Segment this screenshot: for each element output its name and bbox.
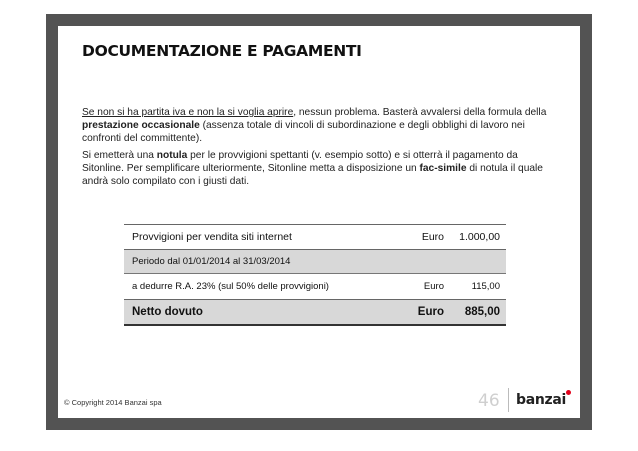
row-amount [418,306,500,318]
row-currency: Euro [417,306,444,318]
slide [58,26,580,418]
row-value: 1.000,00 [459,231,500,243]
row-amount [424,281,500,292]
paragraph-1-text-a: , nessun problema. Basterà avvalersi della formula della [293,107,547,118]
paragraph-1-text-b: (assenza totale di vincoli di subordinazione e degli obblighi di lavoro nei confronti del committente). [82,120,525,144]
row-label: Provvigioni per vendita siti internet [132,231,292,243]
row-value: 115,00 [471,281,500,292]
row-label: Netto dovuto [132,306,203,318]
page-number: 46 [478,391,500,411]
body-text [82,106,552,192]
row-currency: Euro [423,281,444,292]
paragraph-1 [82,106,552,145]
bold-prestazione: prestazione occasionale [82,120,200,131]
notula-table [124,224,506,326]
footer-divider [508,388,509,412]
copyright-text: © Copyright 2014 Banzai spa [64,398,162,407]
row-label: Periodo dal 01/01/2014 al 31/03/2014 [132,256,291,267]
row-currency: Euro [421,231,444,243]
table-row [124,274,506,300]
table-row [124,250,506,274]
banzai-logo: banzai [516,392,567,408]
bold-fac-simile: fac-simile [419,163,467,174]
table-row [124,224,506,250]
table-row-total [124,300,506,326]
bold-notula: notula [156,150,188,161]
row-amount [422,231,500,243]
row-value: 885,00 [464,306,500,318]
paragraph-2 [82,149,552,188]
paragraph-2-text-c: di notula il quale andrà solo compilato con i giusti dati. [82,163,543,187]
logo-dot-icon [566,390,571,395]
paragraph-2-text-b: per le provvigioni spettanti (v. esempio sotto) e si otterrà il pagamento da Sitonline. Per semplificare ulteriormente, Sitonline metta a disposizione un [82,150,518,174]
underlined-text: Se non si ha partita iva e non la si voglia aprire [82,107,294,118]
slide-title: DOCUMENTAZIONE E PAGAMENTI [82,42,362,60]
paragraph-2-text-a: Si emetterà una [82,150,157,161]
row-label: a dedurre R.A. 23% (sul 50% delle provvigioni) [132,281,329,292]
